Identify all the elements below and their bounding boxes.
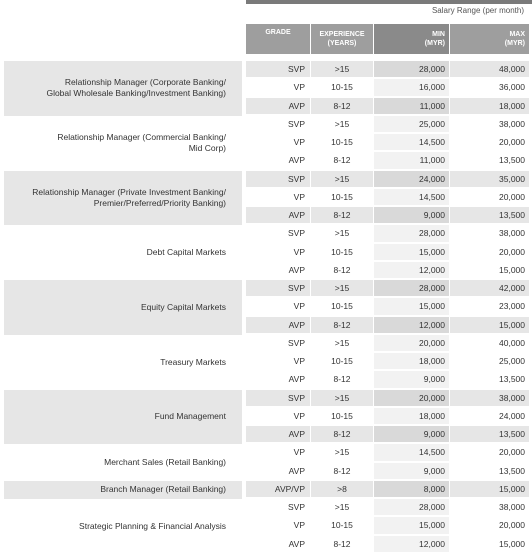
role-name: Branch Manager (Retail Banking)	[100, 484, 226, 495]
role-group	[0, 390, 532, 445]
min-salary-cell	[374, 444, 449, 460]
min-salary-cell	[374, 262, 449, 278]
max-salary-cell-value: 13,500	[499, 429, 525, 440]
grade-cell	[246, 481, 310, 497]
max-salary-cell-value: 38,000	[499, 502, 525, 513]
max-salary-cell	[450, 353, 529, 369]
experience-cell	[311, 280, 373, 296]
grade-cell	[246, 426, 310, 442]
max-salary-cell	[450, 134, 529, 150]
grade-cell-value: SVP	[287, 64, 305, 75]
max-salary-cell	[450, 298, 529, 314]
max-salary-cell-value: 15,000	[499, 319, 525, 330]
min-salary-cell-value: 9,000	[423, 374, 445, 385]
max-salary-cell-value: 40,000	[499, 337, 525, 348]
grade-cell-value: SVP	[287, 337, 305, 348]
role-name: Merchant Sales (Retail Banking)	[104, 457, 226, 467]
experience-cell	[311, 408, 373, 424]
experience-cell	[311, 207, 373, 223]
max-salary-cell	[450, 244, 529, 260]
grade-cell	[246, 262, 310, 278]
max-salary-cell	[450, 517, 529, 533]
table-row	[0, 444, 532, 462]
header-max-line1: MAX	[509, 31, 525, 38]
table-row	[0, 481, 532, 499]
min-salary-cell	[374, 317, 449, 333]
grade-cell-value: AVP	[288, 210, 305, 221]
min-salary-cell-value: 24,000	[419, 173, 445, 184]
grade-cell-value: SVP	[287, 173, 305, 184]
grade-cell-value: VP	[293, 447, 305, 458]
role-name: Relationship Manager (Commercial Banking/ Mid Corp)	[57, 132, 226, 154]
grade-cell-value: AVP	[288, 538, 305, 549]
grade-cell	[246, 207, 310, 223]
grade-cell	[246, 390, 310, 406]
min-salary-cell	[374, 225, 449, 241]
experience-cell-value: 8-12	[333, 429, 351, 440]
min-salary-cell-value: 8,000	[423, 483, 445, 494]
grade-cell-value: SVP	[287, 392, 305, 403]
max-salary-cell	[450, 171, 529, 187]
grade-cell-value: AVP	[288, 429, 305, 440]
grade-cell-value: AVP	[288, 264, 305, 275]
min-salary-cell	[374, 207, 449, 223]
max-salary-cell-value: 20,000	[499, 191, 525, 202]
table-row	[0, 408, 532, 426]
role-group	[0, 335, 532, 390]
max-salary-cell	[450, 444, 529, 460]
min-salary-cell-value: 20,000	[419, 392, 445, 403]
grade-cell	[246, 444, 310, 460]
grade-cell	[246, 152, 310, 168]
experience-cell	[311, 517, 373, 533]
table-row	[0, 116, 532, 134]
experience-cell	[311, 444, 373, 460]
grade-cell	[246, 517, 310, 533]
table-row	[0, 335, 532, 353]
header-grade-label: GRADE	[265, 29, 291, 36]
max-salary-cell-value: 42,000	[499, 283, 525, 294]
grade-cell-value: SVP	[287, 118, 305, 129]
min-salary-cell-value: 16,000	[419, 82, 445, 93]
min-salary-cell	[374, 152, 449, 168]
min-salary-cell-value: 28,000	[419, 228, 445, 239]
experience-cell	[311, 390, 373, 406]
role-name: Strategic Planning & Financial Analysis	[79, 520, 226, 531]
max-salary-cell-value: 38,000	[499, 392, 525, 403]
grade-cell-value: VP	[293, 301, 305, 312]
grade-cell-value: AVP	[288, 100, 305, 111]
experience-cell-value: 8-12	[333, 538, 351, 549]
min-salary-cell	[374, 390, 449, 406]
min-salary-cell-value: 14,500	[419, 447, 445, 458]
max-salary-cell	[450, 189, 529, 205]
table-row	[0, 134, 532, 152]
experience-cell	[311, 152, 373, 168]
experience-cell-value: 8-12	[333, 155, 351, 166]
experience-cell-value: 10-15	[331, 82, 353, 93]
experience-cell	[311, 353, 373, 369]
max-salary-cell	[450, 280, 529, 296]
grade-cell	[246, 463, 310, 479]
experience-cell-value: 8-12	[333, 374, 351, 385]
experience-cell	[311, 98, 373, 114]
salary-range-label: Salary Range (per month)	[431, 6, 524, 15]
min-salary-cell-value: 11,000	[419, 155, 445, 166]
experience-cell-value: >15	[334, 173, 350, 184]
min-salary-cell-value: 14,500	[419, 191, 445, 202]
experience-cell-value: 8-12	[333, 210, 351, 221]
max-salary-cell-value: 38,000	[499, 118, 525, 129]
min-salary-cell	[374, 517, 449, 533]
table-row	[0, 79, 532, 97]
header-min-line2: (MYR)	[424, 40, 445, 47]
grade-cell	[246, 335, 310, 351]
min-salary-cell	[374, 499, 449, 515]
max-salary-cell-value: 24,000	[499, 410, 525, 421]
grade-cell-value: VP	[293, 520, 305, 531]
experience-cell-value: >15	[334, 118, 350, 129]
table-row	[0, 390, 532, 408]
table-row	[0, 371, 532, 389]
min-salary-cell-value: 15,000	[419, 246, 445, 257]
grade-cell	[246, 244, 310, 260]
max-salary-cell	[450, 116, 529, 132]
experience-cell	[311, 189, 373, 205]
max-salary-cell	[450, 152, 529, 168]
table-row	[0, 152, 532, 170]
max-salary-cell	[450, 390, 529, 406]
grade-cell-value: SVP	[287, 283, 305, 294]
table-row	[0, 186, 532, 208]
max-salary-cell-value: 15,000	[499, 264, 525, 275]
max-salary-cell	[450, 463, 529, 479]
min-salary-cell-value: 18,000	[419, 410, 445, 421]
max-salary-cell	[450, 61, 529, 77]
min-salary-cell-value: 15,000	[419, 301, 445, 312]
header-min	[374, 24, 449, 54]
experience-cell-value: 8-12	[333, 319, 351, 330]
min-salary-cell-value: 18,000	[419, 356, 445, 367]
experience-cell-value: >15	[334, 283, 350, 294]
role-group	[0, 499, 532, 554]
table-row	[0, 171, 532, 189]
max-salary-cell-value: 20,000	[499, 520, 525, 531]
max-salary-cell	[450, 335, 529, 351]
min-salary-cell	[374, 189, 449, 205]
max-salary-cell-value: 13,500	[499, 374, 525, 385]
grade-cell	[246, 225, 310, 241]
grade-cell	[246, 79, 310, 95]
role-name: Treasury Markets	[160, 356, 226, 367]
min-salary-cell	[374, 536, 449, 552]
grade-cell	[246, 408, 310, 424]
grade-cell	[246, 536, 310, 552]
min-salary-cell-value: 11,000	[419, 100, 445, 111]
experience-cell	[311, 116, 373, 132]
table-row	[0, 98, 532, 116]
experience-cell-value: >15	[334, 337, 350, 348]
table-row	[0, 262, 532, 280]
grade-cell-value: AVP	[288, 374, 305, 385]
role-name: Relationship Manager (Corporate Banking/ Global Wholesale Banking/Investment Banking)	[46, 77, 226, 99]
role-group	[0, 225, 532, 280]
max-salary-cell	[450, 98, 529, 114]
min-salary-cell	[374, 280, 449, 296]
header-min-line1: MIN	[432, 31, 445, 38]
experience-cell-value: 10-15	[331, 191, 353, 202]
min-salary-cell-value: 28,000	[419, 502, 445, 513]
grade-cell	[246, 317, 310, 333]
experience-cell	[311, 536, 373, 552]
grade-cell-value: AVP/VP	[274, 483, 305, 494]
grade-cell	[246, 298, 310, 314]
experience-cell-value: 10-15	[331, 356, 353, 367]
min-salary-cell-value: 9,000	[423, 465, 445, 476]
grade-cell	[246, 371, 310, 387]
table-row	[0, 536, 532, 554]
experience-cell	[311, 463, 373, 479]
experience-cell-value: 10-15	[331, 137, 353, 148]
header-max-line2: (MYR)	[504, 40, 525, 47]
table-header	[0, 24, 532, 54]
header-experience-line2: (YEARS)	[327, 40, 357, 47]
max-salary-cell	[450, 481, 529, 497]
min-salary-cell-value: 9,000	[423, 429, 445, 440]
min-salary-cell-value: 9,000	[423, 210, 445, 221]
min-salary-cell-value: 12,000	[419, 319, 445, 330]
min-salary-cell	[374, 353, 449, 369]
min-salary-cell	[374, 426, 449, 442]
grade-cell-value: VP	[293, 191, 305, 202]
role-group	[0, 481, 532, 499]
experience-cell-value: 10-15	[331, 520, 353, 531]
experience-cell-value: 10-15	[331, 301, 353, 312]
min-salary-cell-value: 28,000	[419, 283, 445, 294]
max-salary-cell	[450, 499, 529, 515]
max-salary-cell-value: 18,000	[499, 100, 525, 111]
experience-cell	[311, 79, 373, 95]
role-group	[0, 444, 532, 481]
experience-cell	[311, 481, 373, 497]
grade-cell-value: VP	[293, 410, 305, 421]
header-grade	[246, 24, 310, 54]
experience-cell	[311, 225, 373, 241]
max-salary-cell-value: 15,000	[499, 483, 525, 494]
experience-cell-value: 8-12	[333, 465, 351, 476]
max-salary-cell	[450, 262, 529, 278]
table-row	[0, 244, 532, 262]
experience-cell	[311, 171, 373, 187]
max-salary-cell	[450, 225, 529, 241]
min-salary-cell	[374, 371, 449, 387]
grade-cell	[246, 353, 310, 369]
grade-cell-value: AVP	[288, 465, 305, 476]
experience-cell-value: 10-15	[331, 410, 353, 421]
table-row	[0, 207, 532, 225]
max-salary-cell-value: 25,000	[499, 356, 525, 367]
max-salary-cell-value: 13,500	[499, 155, 525, 166]
role-name: Fund Management	[154, 411, 226, 422]
experience-cell	[311, 134, 373, 150]
table-row	[0, 517, 532, 535]
role-name: Debt Capital Markets	[146, 247, 226, 258]
table-row	[0, 499, 532, 517]
max-salary-cell-value: 15,000	[499, 538, 525, 549]
min-salary-cell	[374, 244, 449, 260]
max-salary-cell-value: 13,500	[499, 465, 525, 476]
min-salary-cell	[374, 481, 449, 497]
max-salary-cell-value: 13,500	[499, 210, 525, 221]
max-salary-cell	[450, 408, 529, 424]
min-salary-cell-value: 12,000	[419, 538, 445, 549]
grade-cell-value: SVP	[287, 228, 305, 239]
min-salary-cell	[374, 408, 449, 424]
grade-cell	[246, 499, 310, 515]
experience-cell	[311, 262, 373, 278]
grade-cell	[246, 171, 310, 187]
min-salary-cell	[374, 79, 449, 95]
min-salary-cell-value: 15,000	[419, 520, 445, 531]
min-salary-cell	[374, 116, 449, 132]
role-group	[0, 116, 532, 171]
header-experience-line1: EXPERIENCE	[319, 31, 365, 38]
min-salary-cell	[374, 98, 449, 114]
table-body	[0, 61, 532, 554]
experience-cell-value: 8-12	[333, 264, 351, 275]
grade-cell-value: VP	[293, 137, 305, 148]
header-experience	[311, 24, 373, 54]
experience-cell-value: >15	[334, 228, 350, 239]
experience-cell-value: >8	[337, 483, 347, 494]
grade-cell-value: AVP	[288, 155, 305, 166]
grade-cell	[246, 61, 310, 77]
role-name: Equity Capital Markets	[140, 301, 226, 312]
max-salary-cell-value: 36,000	[499, 82, 525, 93]
max-salary-cell	[450, 207, 529, 223]
min-salary-cell-value: 25,000	[419, 118, 445, 129]
grade-cell	[246, 116, 310, 132]
min-salary-cell	[374, 171, 449, 187]
experience-cell	[311, 335, 373, 351]
max-salary-cell-value: 20,000	[499, 137, 525, 148]
role-name: Relationship Manager (Private Investment Banking/ Premier/Preferred/Priority Banking)	[32, 186, 226, 208]
min-salary-cell-value: 20,000	[419, 337, 445, 348]
experience-cell-value: >15	[334, 502, 350, 513]
experience-cell-value: >15	[334, 64, 350, 75]
role-group	[0, 280, 532, 335]
experience-cell-value: >15	[334, 392, 350, 403]
experience-cell-value: 8-12	[333, 100, 351, 111]
max-salary-cell-value: 35,000	[499, 173, 525, 184]
grade-cell	[246, 189, 310, 205]
table-row	[0, 317, 532, 335]
max-salary-cell	[450, 317, 529, 333]
grade-cell-value: AVP	[288, 319, 305, 330]
max-salary-cell-value: 20,000	[499, 447, 525, 458]
experience-cell	[311, 298, 373, 314]
min-salary-cell-value: 28,000	[419, 64, 445, 75]
experience-cell	[311, 371, 373, 387]
min-salary-cell-value: 14,500	[419, 137, 445, 148]
experience-cell	[311, 499, 373, 515]
table-row	[0, 463, 532, 481]
min-salary-cell-value: 12,000	[419, 264, 445, 275]
max-salary-cell-value: 20,000	[499, 246, 525, 257]
max-salary-cell-value: 48,000	[499, 64, 525, 75]
max-salary-cell	[450, 426, 529, 442]
grade-cell	[246, 98, 310, 114]
table-row	[0, 298, 532, 316]
top-rule	[246, 0, 532, 4]
table-row	[0, 353, 532, 371]
max-salary-cell-value: 38,000	[499, 228, 525, 239]
min-salary-cell	[374, 134, 449, 150]
grade-cell-value: VP	[293, 82, 305, 93]
experience-cell	[311, 244, 373, 260]
table-row	[0, 280, 532, 298]
experience-cell	[311, 61, 373, 77]
table-row	[0, 426, 532, 444]
table-row	[0, 225, 532, 243]
grade-cell	[246, 134, 310, 150]
max-salary-cell	[450, 536, 529, 552]
grade-cell-value: SVP	[287, 502, 305, 513]
grade-cell-value: VP	[293, 356, 305, 367]
header-max	[450, 24, 529, 54]
max-salary-cell	[450, 79, 529, 95]
min-salary-cell	[374, 463, 449, 479]
grade-cell	[246, 280, 310, 296]
experience-cell-value: 10-15	[331, 246, 353, 257]
role-group	[0, 171, 532, 226]
min-salary-cell	[374, 335, 449, 351]
experience-cell	[311, 317, 373, 333]
max-salary-cell-value: 23,000	[499, 301, 525, 312]
min-salary-cell	[374, 298, 449, 314]
table-row	[0, 61, 532, 79]
grade-cell-value: VP	[293, 246, 305, 257]
min-salary-cell	[374, 61, 449, 77]
role-group	[0, 61, 532, 116]
experience-cell	[311, 426, 373, 442]
experience-cell-value: >15	[334, 447, 350, 458]
max-salary-cell	[450, 371, 529, 387]
